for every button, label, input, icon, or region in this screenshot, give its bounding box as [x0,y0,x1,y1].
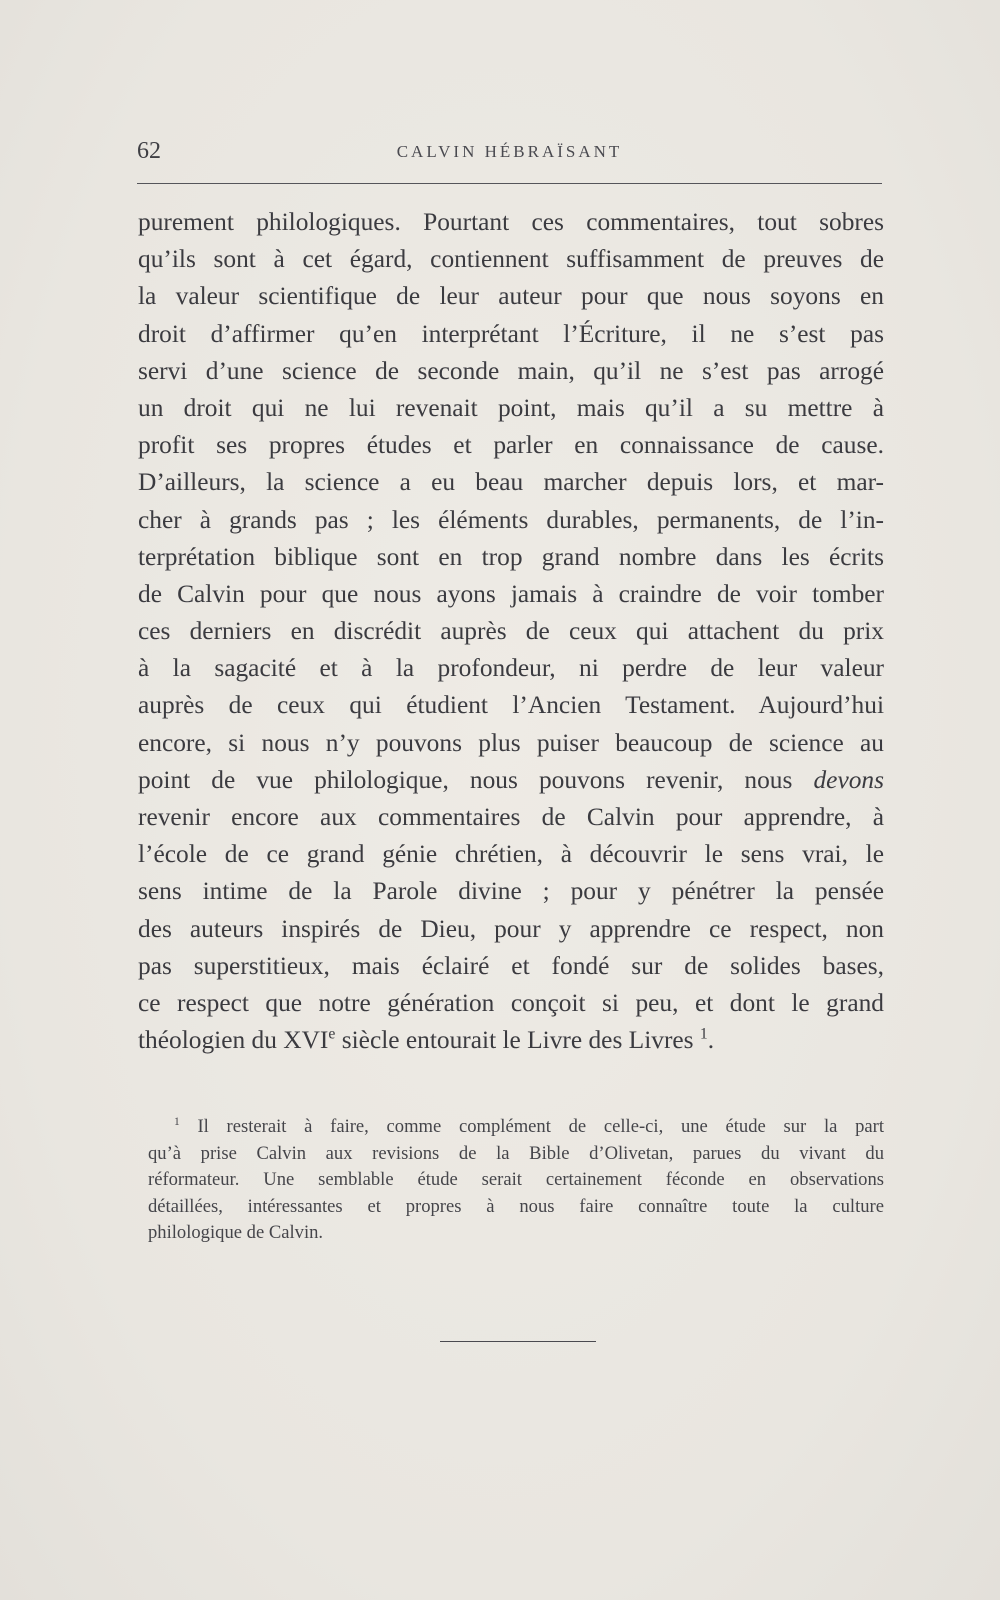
body-line: qu’ils sont à cet égard, contiennent suffisamment de preuves de [138,245,884,274]
body-line: des auteurs inspirés de Dieu, pour y apprendre ce respect, non [138,914,884,943]
footnote-line: réformateur. Une semblable étude serait certainement féconde en observations [148,1169,884,1191]
body-line: servi d’une science de seconde main, qu’il ne s’est pas arrogé [138,356,884,385]
body-line: droit d’affirmer qu’en interprétant l’Écriture, il ne s’est pas [138,319,884,348]
body-line: cher à grands pas ; les éléments durables, permanents, de l’in- [138,505,884,534]
body-line-with-italic [138,762,884,799]
italic-word: devons [813,765,884,794]
body-line: D’ailleurs, la science a eu beau marcher depuis lors, et mar- [138,468,884,497]
body-line: de Calvin pour que nous ayons jamais à craindre de voir tomber [138,579,884,608]
final-period: . [707,1026,715,1055]
body-line: l’école de ce grand génie chrétien, à découvrir le sens vrai, le [138,840,884,869]
body-line: ce respect que notre génération conçoit si peu, et dont le grand [138,988,884,1017]
footnote [148,1114,884,1247]
body-line: purement philologiques. Pourtant ces commentaires, tout sobres [138,208,884,236]
running-head [137,138,882,174]
body-line: profit ses propres études et parler en connaissance de cause. [138,431,884,460]
footnote-line-text: Il resterait à faire, comme complément de celle-ci, une étude sur la part [197,1116,884,1137]
page-number: 62 [137,138,161,164]
body-line: encore, si nous n’y pouvons plus puiser beaucoup de science au [138,728,884,757]
body-line-segment: théologien du XVI [138,1026,329,1055]
header-rule [137,183,882,184]
footnote-reference[interactable]: 1 [699,1025,708,1043]
end-rule [440,1341,596,1342]
body-paragraph [138,204,884,1059]
footnote-line: détaillées, intéressantes et propres à nous faire connaître toute la culture [148,1195,884,1217]
running-title: CALVIN HÉBRAÏSANT [396,142,623,161]
body-line: auprès de ceux qui étudient l’Ancien Testament. Aujourd’hui [138,691,884,720]
footnote-line: philologique de Calvin. [148,1222,324,1244]
body-last-line [138,1022,884,1059]
body-line: un droit qui ne lui revenait point, mais qu’il a su mettre à [138,393,884,422]
body-line: terprétation biblique sont en trop grand nombre dans les écrits [138,542,884,571]
century-superscript: e [328,1025,336,1043]
body-line: sens intime de la Parole divine ; pour y pénétrer la pensée [138,877,884,906]
body-line: pas superstitieux, mais éclairé et fondé sur de solides bases, [138,951,884,980]
body-line: à la sagacité et à la profondeur, ni perdre de leur valeur [138,654,884,683]
footnote-line: qu’à prise Calvin aux revisions de la Bible d’Olivetan, parues du vivant du [148,1142,884,1164]
footnote-marker: 1 [174,1116,180,1129]
body-line-segment: siècle entourait le Livre des Livres [341,1026,694,1055]
body-line: revenir encore aux commentaires de Calvin pour apprendre, à [138,803,884,831]
body-line: la valeur scientifique de leur auteur pour que nous soyons en [138,282,884,311]
body-line-segment: point de vue philologique, nous pouvons revenir, nous [138,765,793,794]
footnote-line [148,1114,884,1141]
body-line: ces derniers en discrédit auprès de ceux qui attachent du prix [138,617,884,646]
